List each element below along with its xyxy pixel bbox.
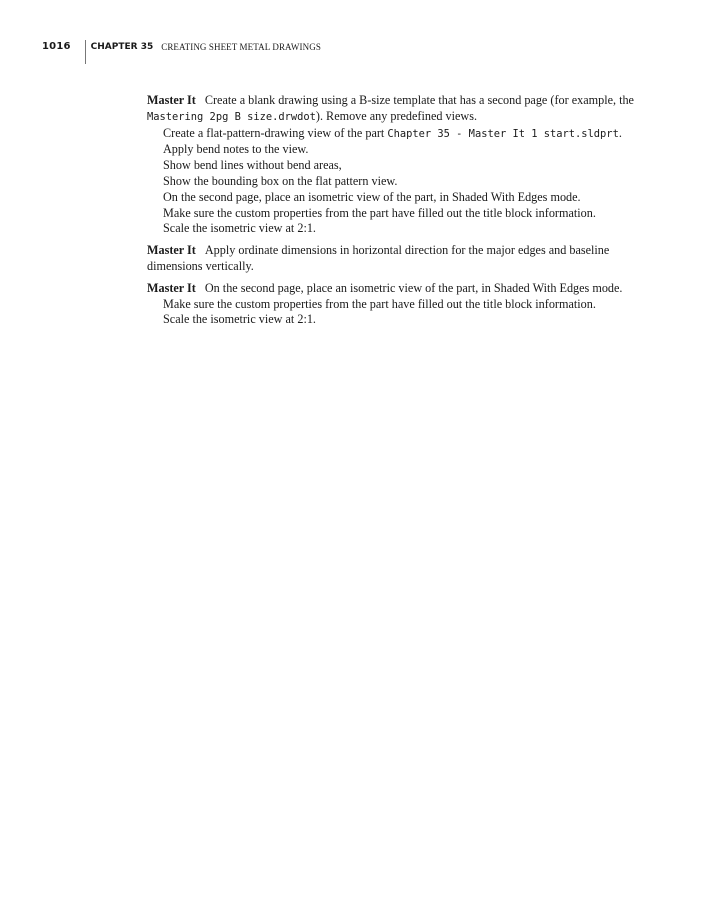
exercise-1-intro: [147, 93, 647, 126]
exercise-3-step: Make sure the custom properties from the part have filled out the title block information.: [163, 296, 596, 311]
exercise-3-text: [147, 281, 647, 297]
running-head: [42, 40, 321, 64]
exercise-2-text: [147, 243, 647, 275]
chapter-label: CHAPTER 35: [90, 42, 154, 52]
exercise-3-step: Scale the isometric view at 2:1.: [163, 312, 316, 327]
exercise-1-lead: Master It: [147, 93, 196, 107]
template-filename: Mastering 2pg B size.drwdot: [147, 110, 316, 123]
exercise-content: [147, 93, 647, 334]
exercise-1-step: Show the bounding box on the flat pattern view.: [163, 173, 398, 188]
exercise-2-lead: Master It: [147, 243, 196, 258]
page-number: 1016: [42, 41, 71, 52]
chapter-title: CREATING SHEET METAL DRAWINGS: [161, 42, 321, 52]
exercise-block-3: [147, 281, 647, 328]
exercise-block-1: [147, 93, 647, 237]
exercise-3-lead: Master It: [147, 280, 196, 295]
exercise-1-step: Show bend lines without bend areas,: [163, 158, 342, 173]
exercise-1-line-2-end: .: [618, 125, 622, 140]
header-divider: [85, 40, 86, 64]
exercise-1-step: On the second page, place an isometric view of the part, in Shaded With Edges mode.: [163, 189, 581, 204]
exercise-3-body: On the second page, place an isometric view of the part, in Shaded With Edges mode.: [204, 280, 623, 295]
exercise-1-line-2-text: Create a flat-pattern-drawing view of the part: [163, 125, 388, 140]
exercise-1-line-2: [147, 126, 647, 143]
exercise-1-step: Scale the isometric view at 2:1.: [163, 221, 316, 236]
exercise-1-text-b: ). Remove any predefined views.: [315, 108, 477, 123]
exercise-1-step: Make sure the custom properties from the part have filled out the title block information.: [163, 205, 596, 220]
exercise-1-text-a: Create a blank drawing using a B-size template that has a second page (for example, the: [204, 93, 634, 107]
exercise-2-body: Apply ordinate dimensions in horizontal direction for the major edges and baseline dimensions vertically.: [147, 243, 610, 273]
exercise-1-step: Apply bend notes to the view.: [163, 142, 309, 157]
part-filename: Chapter 35 - Master It 1 start.sldprt: [387, 127, 619, 140]
exercise-block-2: [147, 243, 647, 275]
